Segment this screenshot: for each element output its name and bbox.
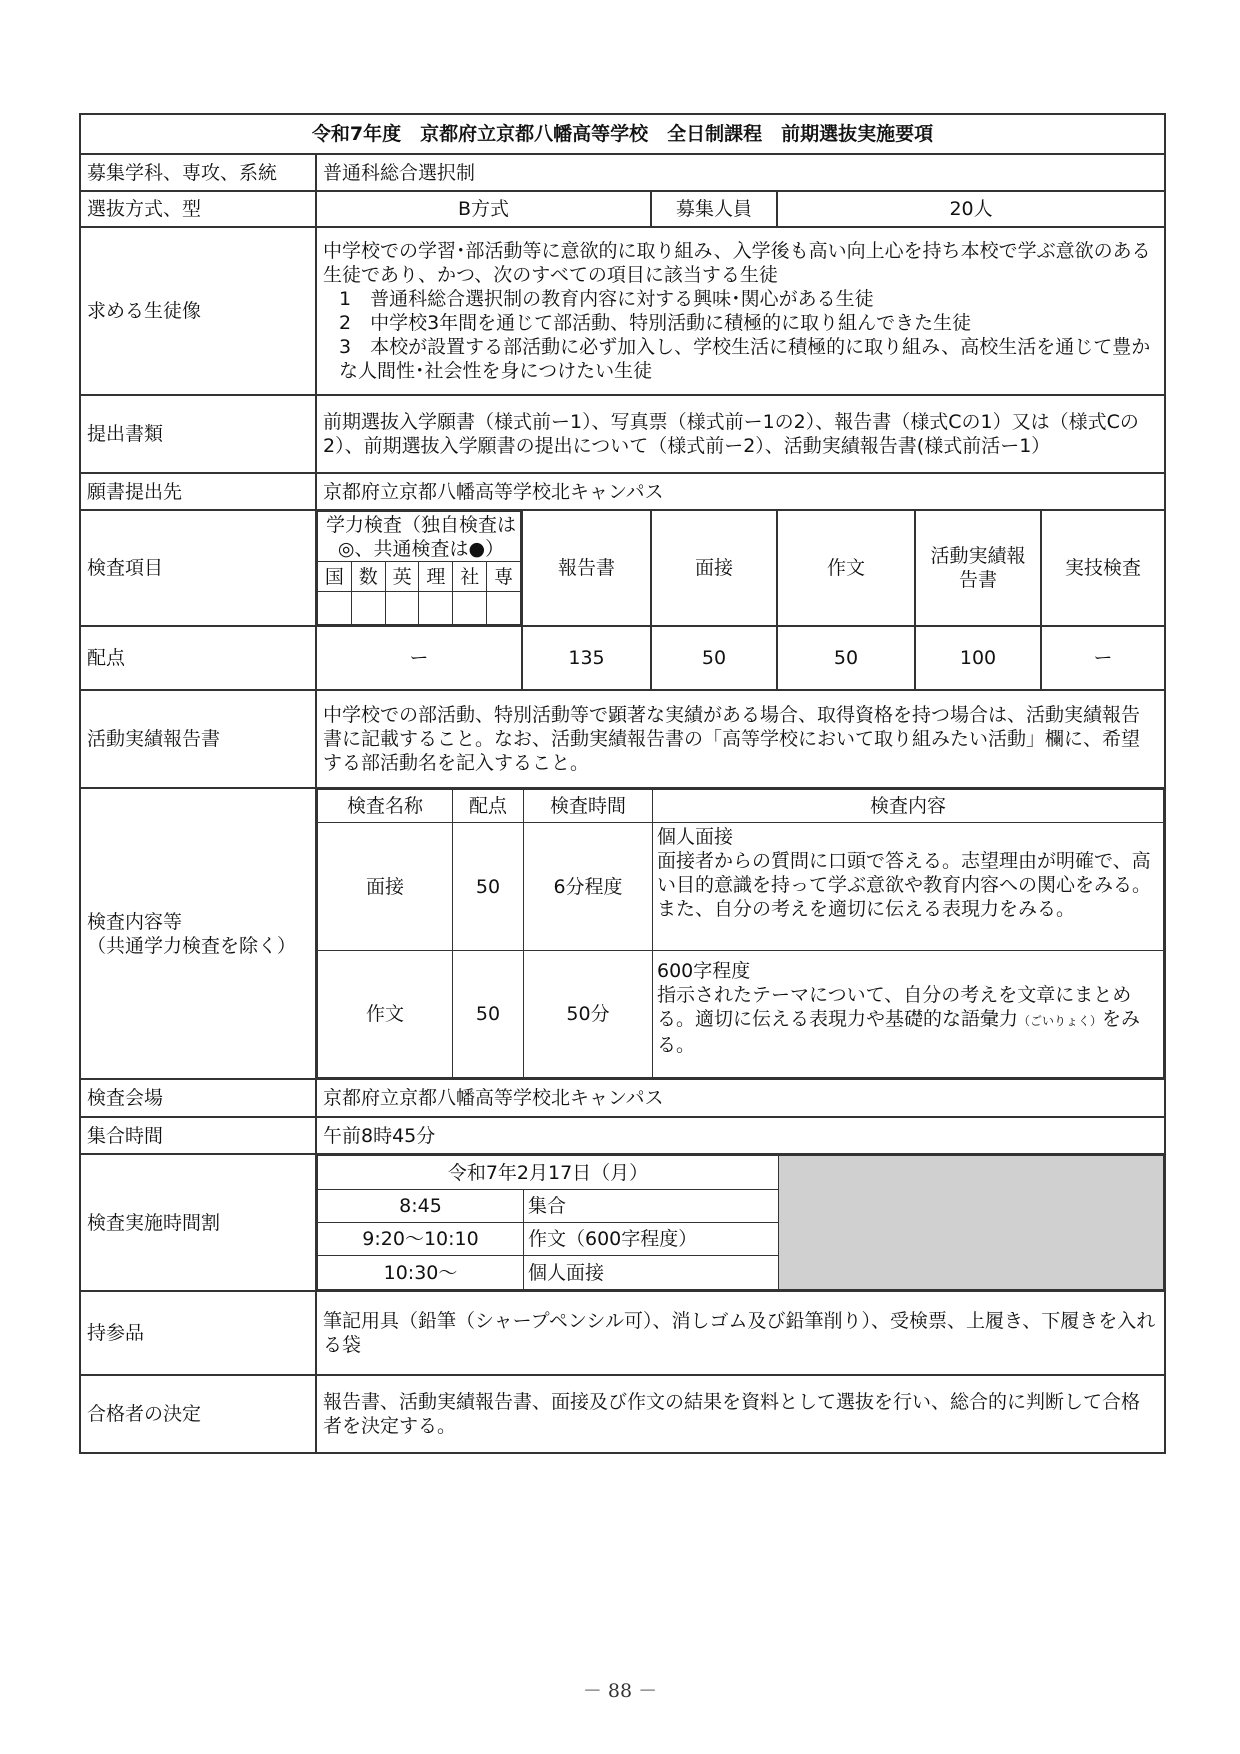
subject-math: 数 [351,562,385,592]
points-activity-report: 100 [915,626,1041,690]
method-value: B方式 [316,191,651,227]
document-title: 令和7年度 京都府立京都八幡高等学校 全日制課程 前期選抜実施要項 [80,114,1165,154]
schedule-time: 9:20～10:10 [318,1223,524,1256]
documents-value: 前期選抜入学願書（様式前ー1）、写真票（様式前ー1の2）、報告書（様式Cの1）又は（様式Cの2）、前期選抜入学願書の提出について（様式前ー2）、活動実績報告書(様式前活ー1） [316,395,1165,473]
subject-english: 英 [385,562,419,592]
department-value: 普通科総合選択制 [316,154,1165,191]
activity-label: 活動実績報告書 [80,690,316,788]
essay-detail-ruby: （ごいりょく） [1018,1014,1103,1028]
essay-header: 作文 [777,510,915,626]
subject-science: 理 [419,562,453,592]
subject-mark [318,592,352,625]
exam-items-label: 検査項目 [80,510,316,626]
schedule-date: 令和7年2月17日（月） [318,1156,779,1190]
department-label: 募集学科、専攻、系統 [80,154,316,191]
schedule-event: 個人面接 [524,1256,779,1290]
interview-time: 6分程度 [524,823,653,951]
contents-cell [316,788,1165,1079]
admission-guidelines-table [79,113,1166,1454]
points-label: 配点 [80,626,316,690]
essay-detail-desc-a: 指示されたテーマについて、自分の考えを文章にまとめる。適切に伝える表現力や基礎的な語彙力 [657,984,1132,1030]
schedule-blank [779,1156,1164,1290]
schedule-event: 集合 [524,1190,779,1223]
contents-label: 検査内容等 [87,910,183,933]
interview-name: 面接 [318,823,453,951]
schedule-table [317,1155,1164,1290]
report-header: 報告書 [522,510,651,626]
subject-mark [351,592,385,625]
method-label: 選抜方式、型 [80,191,316,227]
gather-label: 集合時間 [80,1117,316,1154]
essay-time: 50分 [524,951,653,1078]
subject-mark [419,592,453,625]
subject-special: 専 [487,562,521,592]
points-interview: 50 [651,626,777,690]
interview-detail-title: 個人面接 [657,826,734,848]
subject-japanese: 国 [318,562,352,592]
academic-test-header: 学力検査（独自検査は◎、共通検査は●） [318,512,521,562]
belongings-label: 持参品 [80,1291,316,1375]
essay-detail-desc [657,983,1159,1057]
decision-value: 報告書、活動実績報告書、面接及び作文の結果を資料として選抜を行い、総合的に判断して合格者を決定する。 [316,1375,1165,1453]
points-academic: ー [316,626,522,690]
capacity-value: 20人 [777,191,1165,227]
activity-report-header: 活動実績報告書 [915,510,1041,626]
ideal-student-intro: 中学校での学習･部活動等に意欲的に取り組み、入学後も高い向上心を持ち本校で学ぶ意欲のある生徒であり、かつ、次のすべての項目に該当する生徒 [323,240,1151,286]
essay-name: 作文 [318,951,453,1078]
gather-value: 午前8時45分 [316,1117,1165,1154]
practical-header: 実技検査 [1041,510,1165,626]
subject-grid [317,511,521,625]
capacity-label: 募集人員 [651,191,777,227]
belongings-value: 筆記用具（鉛筆（シャープペンシル可）、消しゴム及び鉛筆削り）、受検票、上履き、下履きを入れる袋 [316,1291,1165,1375]
submit-to-label: 願書提出先 [80,473,316,510]
contents-label-cell [80,788,316,1079]
points-practical: ー [1041,626,1165,690]
venue-label: 検査会場 [80,1079,316,1117]
ideal-student-label: 求める生徒像 [80,227,316,395]
contents-header-name: 検査名称 [318,790,453,823]
contents-table [317,789,1164,1078]
interview-detail-desc: 面接者からの質問に口頭で答える。志望理由が明確で、高い目的意識を持って学ぶ意欲や教育内容への関心をみる。また、自分の考えを適切に伝える表現力をみる。 [657,850,1152,920]
subject-mark [453,592,487,625]
schedule-event: 作文（600字程度） [524,1223,779,1256]
ideal-student-item: 2 中学校3年間を通じて部活動、特別活動に積極的に取り組んできた生徒 [339,312,972,334]
essay-detail-title: 600字程度 [657,960,751,982]
contents-header-detail: 検査内容 [653,790,1164,823]
contents-header-points: 配点 [453,790,524,823]
decision-label: 合格者の決定 [80,1375,316,1453]
ideal-student-item: 1 普通科総合選択制の教育内容に対する興味･関心がある生徒 [339,288,874,310]
schedule-time: 8:45 [318,1190,524,1223]
ideal-student-value [316,227,1165,395]
essay-points: 50 [453,951,524,1078]
interview-points: 50 [453,823,524,951]
essay-detail-desc-b: をみる。 [657,1008,1141,1056]
activity-value: 中学校での部活動、特別活動等で顕著な実績がある場合、取得資格を持つ場合は、活動実績報告書に記載すること。なお、活動実績報告書の「高等学校において取り組みたい活動」欄に、希望する部活動名を記入すること。 [316,690,1165,788]
schedule-cell [316,1154,1165,1291]
contents-header-time: 検査時間 [524,790,653,823]
interview-detail [653,823,1164,951]
academic-test-cell [316,510,522,626]
essay-detail [653,951,1164,1078]
points-report: 135 [522,626,651,690]
submit-to-value: 京都府立京都八幡高等学校北キャンパス [316,473,1165,510]
ideal-student-item: 3 本校が設置する部活動に必ず加入し、学校生活に積極的に取り組み、高校生活を通じて豊かな人間性･社会性を身につけたい生徒 [339,336,1151,382]
points-essay: 50 [777,626,915,690]
documents-label: 提出書類 [80,395,316,473]
interview-header: 面接 [651,510,777,626]
venue-value: 京都府立京都八幡高等学校北キャンパス [316,1079,1165,1117]
subject-mark [487,592,521,625]
subject-social: 社 [453,562,487,592]
schedule-time: 10:30～ [318,1256,524,1290]
schedule-label: 検査実施時間割 [80,1154,316,1291]
contents-label-sub: （共通学力検査を除く） [87,934,297,957]
subject-mark [385,592,419,625]
page-number: － 88 － [582,1680,658,1702]
